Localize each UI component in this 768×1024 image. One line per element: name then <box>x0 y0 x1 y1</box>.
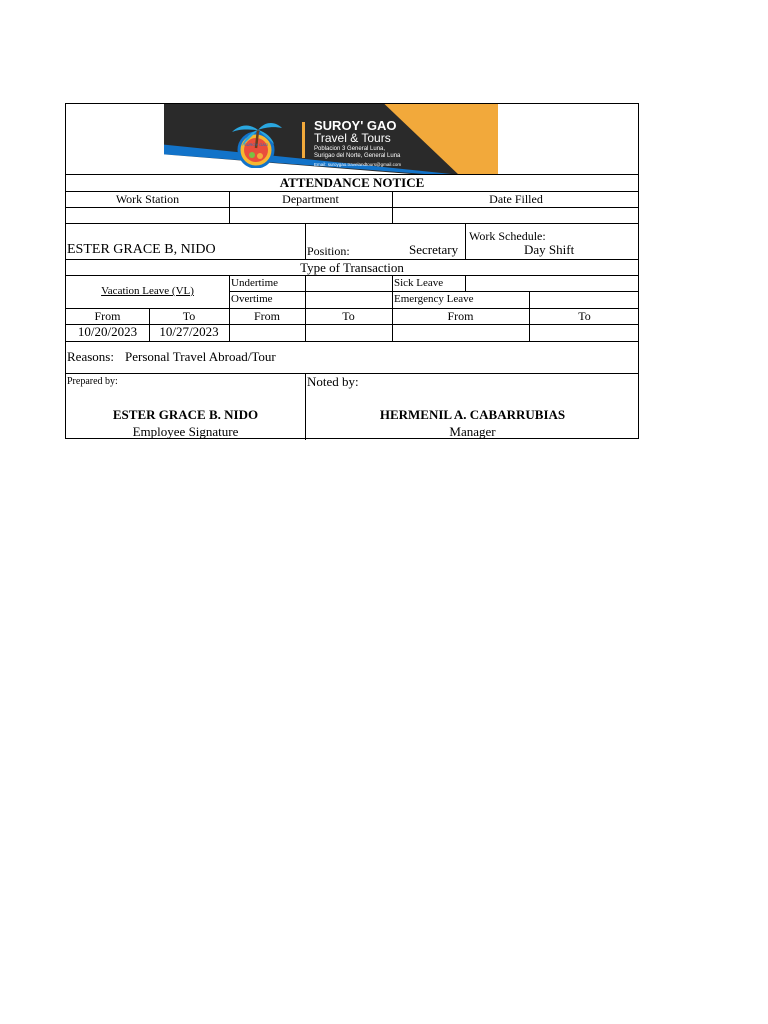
vl-to-header: To <box>182 309 196 323</box>
position-value: Secretary <box>409 242 459 257</box>
palm-tree-icon <box>226 118 286 168</box>
vacation-leave-label: Vacation Leave (VL) <box>101 285 194 297</box>
ot-to-header: To <box>342 309 355 323</box>
overtime-label: Overtime <box>231 293 273 305</box>
noted-by-label: Noted by: <box>307 374 359 389</box>
ot-from-header: From <box>253 309 280 323</box>
prepared-by-label: Prepared by: <box>67 376 118 387</box>
employee-signature-caption: Employee Signature <box>132 424 239 439</box>
logo-title: SUROY' GAO <box>314 118 397 133</box>
company-logo-banner <box>164 104 498 174</box>
reasons-label: Reasons: <box>67 349 114 364</box>
manager-name: HERMENIL A. CABARRUBIAS <box>379 407 566 422</box>
attendance-notice-form <box>65 103 639 439</box>
leave-to-header: To <box>578 309 591 323</box>
type-of-transaction-label: Type of Transaction <box>300 260 404 275</box>
date-filled-header: Date Filled <box>489 192 543 206</box>
emergency-leave-label: Emergency Leave <box>394 293 474 305</box>
employee-name: ESTER GRACE B, NIDO <box>67 242 216 257</box>
emblem-text: SUROY GAO <box>243 142 269 147</box>
vl-to-date: 10/27/2023 <box>159 324 219 339</box>
logo-subtitle: Travel & Tours <box>314 131 391 145</box>
work-schedule-label: Work Schedule: <box>469 229 546 243</box>
logo-address: Poblacion 3 General Luna, Surigao del Norte, General Luna <box>314 146 401 159</box>
sick-leave-label: Sick Leave <box>394 277 444 289</box>
work-station-header: Work Station <box>115 192 180 206</box>
manager-caption: Manager <box>449 424 496 439</box>
leave-from-header: From <box>447 309 474 323</box>
vl-from-header: From <box>94 309 121 323</box>
position-label: Position: <box>307 244 350 258</box>
vl-from-date: 10/20/2023 <box>77 324 138 339</box>
form-title: ATTENDANCE NOTICE <box>279 175 425 190</box>
department-header: Department <box>282 192 339 206</box>
undertime-label: Undertime <box>231 277 279 289</box>
reasons-value: Personal Travel Abroad/Tour <box>125 349 276 364</box>
employee-signature-name: ESTER GRACE B. NIDO <box>112 407 259 422</box>
work-schedule-value: Day Shift <box>524 242 575 257</box>
logo-email: Email: suroygao.travelandtours@gmail.com <box>314 162 402 167</box>
